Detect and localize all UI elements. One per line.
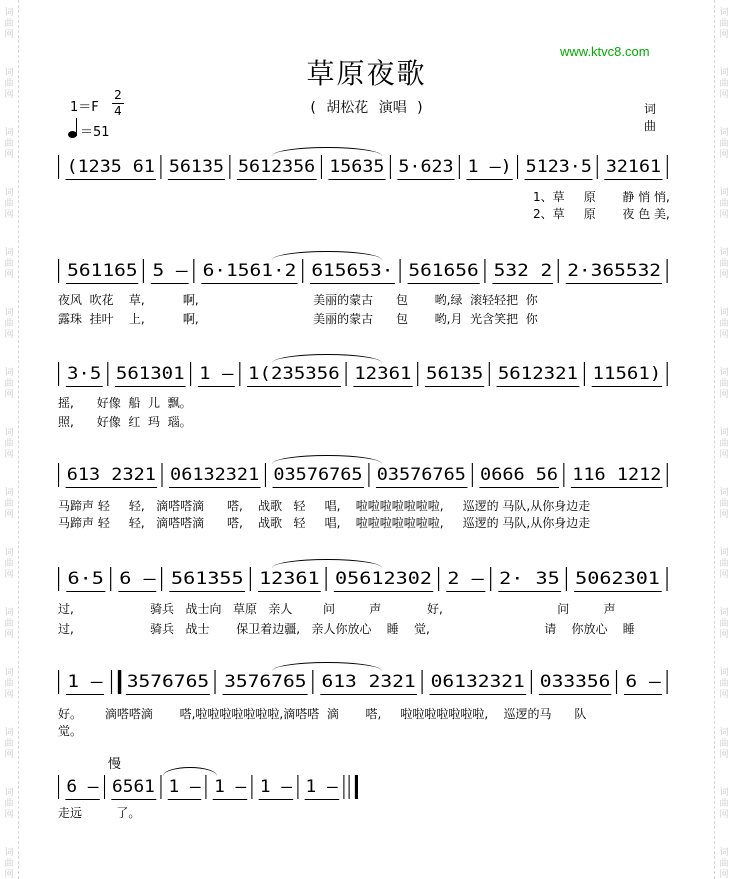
watermark-text: 词 曲 网 [719,8,729,40]
time-sig-bottom: 4 [114,104,122,118]
measure: 56135 [163,155,229,179]
score-line [58,155,673,221]
measure: 5123·5 [520,155,597,179]
lyric-line: 过, 骑兵 战士 保卫着边疆, 亲人你放心 睡 觉, 请 你放心 睡 [58,622,635,636]
lyricist-label: 词 [644,102,657,116]
watermark-text: 词 曲 网 [719,728,729,760]
score-line [58,362,673,429]
measure: 1 — [300,775,343,799]
watermark-text: 词 曲 网 [4,68,14,100]
watermark-text: 词 曲 网 [4,8,14,40]
watermark-text: 词 曲 网 [719,488,729,520]
bar-line [667,362,670,386]
notation-row [58,670,670,698]
lyric-line: 马蹄声 轻 轻, 滴嗒嗒滴 嗒, 战歌 轻 唱, 啦啦啦啦啦啦啦, 巡逻的 马队,从你身边走 [58,516,591,530]
watermark-text: 词 曲 网 [719,308,729,340]
lyric-line: 马蹄声 轻 轻, 滴嗒嗒滴 嗒, 战歌 轻 唱, 啦啦啦啦啦啦啦, 巡逻的 马队,从你身边走 [58,499,591,513]
watermark-text: 词 曲 网 [719,548,729,580]
measure: 6 — [61,775,104,799]
watermark-text: 词 曲 网 [4,368,14,400]
measure: 033356 [534,670,616,694]
notation-row [58,362,670,390]
measure: 2· 35 [493,567,565,591]
tempo-mark [68,118,110,140]
slur-mark [272,559,382,568]
notation-row [58,155,670,183]
measure: 03576765 [268,463,368,487]
measure: 12361 [349,362,417,386]
bar-line [667,463,670,487]
song-subtitle: ( 胡松花 演唱 ) [310,100,423,116]
measure: 116 1212 [567,463,667,487]
watermark-text: 词 曲 网 [4,728,14,760]
measure: 0666 56 [475,463,564,487]
measure: 3576765 [121,670,215,694]
measure: 1 — [163,775,206,799]
measure: 5612356 [233,155,321,179]
measure: 6·1561·2 [197,259,302,283]
measure: 03576765 [371,463,471,487]
measure: 12361 [253,567,325,591]
watermark-text: 词 曲 网 [719,608,729,640]
measure: 613 2321 [316,670,422,694]
bar-line [666,155,669,179]
watermark-text: 词 曲 网 [4,428,14,460]
measure: 5·623 [393,155,459,179]
watermark-text: 词 曲 网 [4,608,14,640]
measure: 32161 [600,155,666,179]
lyric-line: 露珠 挂叶 上, 啊, 美丽的蒙古 包 哟,月 光含笑把 你 [58,312,538,326]
watermark-text: 词 曲 网 [719,788,729,820]
bar-line [667,259,670,283]
final-bar-line [348,775,357,799]
measure: 2·365532 [561,259,666,283]
lyric-line: 照, 好像 红 玛 瑙。 [58,415,192,429]
measure: 3·5 [61,362,107,386]
measure: 6561 [107,775,160,799]
measure: 1 — [61,670,108,694]
watermark-text: 词 曲 网 [4,788,14,820]
bar-line [666,567,670,591]
score-line [58,259,673,326]
watermark-text: 词 曲 网 [4,308,14,340]
measure: (1235 61 [61,155,160,179]
time-sig-top: 2 [114,88,122,102]
slur-mark [272,147,382,156]
lyric-line: 觉。 [58,724,83,738]
lyric-line: 夜风 吹花 草, 啊, 美丽的蒙古 包 哟,绿 滚轻轻把 你 [58,293,538,307]
watermark-text: 词 曲 网 [4,488,14,520]
watermark-strip-left [0,0,19,879]
measure: 5062301 [569,567,666,591]
measure: 532 2 [488,259,558,283]
slur-mark [272,354,382,363]
bar-line [666,670,669,694]
slur-mark [272,455,382,464]
measure: 6 — [620,670,667,694]
measure: 561301 [110,362,190,386]
measure: 1 — [194,362,240,386]
lyric-line: 走远 了。 [58,806,141,820]
watermark-text: 词 曲 网 [719,428,729,460]
watermark-text: 词 曲 网 [719,188,729,220]
composer-label: 曲 [644,119,657,133]
repeat-bar-line [111,670,121,694]
site-url[interactable]: www.ktvc8.com [560,44,650,59]
measure: 06132321 [165,463,265,487]
notation-row [58,775,358,803]
watermark-text: 词 曲 网 [719,248,729,280]
watermark-text: 词 曲 网 [719,848,729,879]
measure: 6·5 [62,567,110,591]
measure: 2 — [441,567,489,591]
measure: 1 — [255,775,298,799]
key-signature: 1＝F [70,100,99,115]
measure: 06132321 [425,670,531,694]
bar-line [343,775,346,799]
measure: 561355 [165,567,250,591]
notation-row [58,567,669,595]
lyric-line: 1、草 原 静 悄 悄, [533,190,670,204]
lyric-line: 好。 滴嗒嗒滴 嗒,啦啦啦啦啦啦啦,滴嗒嗒 滴 嗒, 啦啦啦啦啦啦啦, 巡逻的马 队 [58,707,587,721]
lyric-line: 2、草 原 夜 色 美, [533,207,670,221]
lyric-line: 过, 骑兵 战士向 草原 亲人 问 声 好, 问 声 [58,602,616,616]
watermark-text: 词 曲 网 [4,668,14,700]
time-signature [112,88,124,119]
slur-mark [272,251,382,260]
watermark-text: 词 曲 网 [4,128,14,160]
measure: 1(235356 [242,362,345,386]
slow-mark: 慢 [108,757,122,772]
score-line [58,670,673,738]
measure: 56135 [420,362,488,386]
measure: 1 —) [462,155,517,179]
slur-mark [272,662,382,671]
notation-row [58,463,670,491]
measure: 613 2321 [61,463,161,487]
watermark-text: 词 曲 网 [719,368,729,400]
measure: 1 — [209,775,252,799]
measure: 05612302 [329,567,438,591]
song-title: 草原夜歌 [306,57,427,90]
score-line [58,567,673,636]
measure: 11561) [587,362,667,386]
measure: 5 — [147,259,194,283]
measure: 561165 [61,259,143,283]
tempo-value: ＝51 [80,125,110,140]
watermark-strip-right [714,0,733,879]
watermark-text: 词 曲 网 [4,188,14,220]
watermark-text: 词 曲 网 [4,248,14,280]
watermark-text: 词 曲 网 [4,848,14,879]
notation-row [58,259,670,287]
measure: 6 — [113,567,161,591]
measure: 15635 [324,155,390,179]
measure: 561656 [403,259,485,283]
lyric-line: 摇, 好像 船 儿 飘。 [58,396,192,410]
watermark-text: 词 曲 网 [4,548,14,580]
measure: 615653· [306,259,400,283]
watermark-text: 词 曲 网 [719,128,729,160]
watermark-text: 词 曲 网 [719,668,729,700]
measure: 3576765 [218,670,312,694]
slur-mark [163,767,217,776]
score-line [58,463,673,530]
watermark-text: 词 曲 网 [719,68,729,100]
score-line [58,775,673,820]
measure: 5612321 [492,362,583,386]
